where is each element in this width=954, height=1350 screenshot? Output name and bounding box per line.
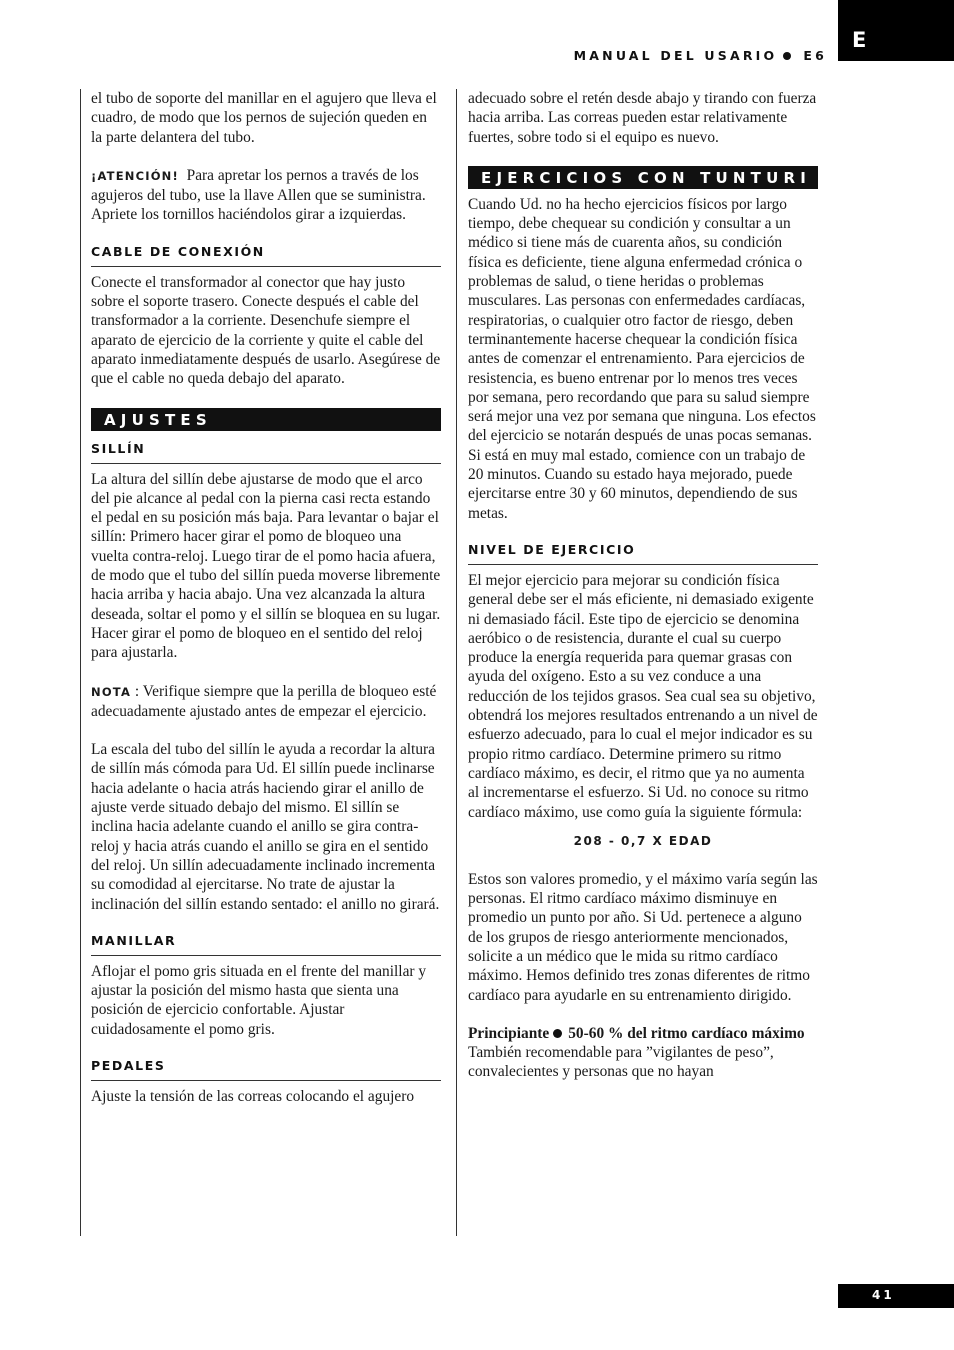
intro-paragraph: el tubo de soporte del manillar en el agujero que lleva el cuadro, de modo que los pernos de sujeción queden en la parte delantera del tubo. (91, 90, 437, 146)
page-number: 41 (838, 1284, 954, 1308)
manual-title: MANUAL DEL USARIO (573, 48, 778, 63)
cable-heading: CABLE DE CONEXIÓN (91, 244, 441, 267)
zone-label: Principiante (468, 1024, 550, 1042)
left-column (91, 89, 441, 1106)
left-column-rule (80, 89, 81, 1236)
nota-paragraph (91, 682, 441, 722)
continuation-paragraph: adecuado sobre el retén desde abajo y tirando con fuerza hacia arriba. Las correas pueden estar relativamente fuertes, sobre todo si el equipo es nuevo. (468, 90, 817, 146)
escala-paragraph: La escala del tubo del sillín le ayuda a recordar la altura de sillín más cómoda para Ud. El sillín puede inclinarse hacia adelante o hacia atrás haciendo girar el anillo de ajuste verde situado debajo del mismo. El sillín se inclina hacia adelante cuando el anillo se gira contra-reloj y hacia atrás cuando el anillo se gira en el sentido del reloj. Un sillín adecuadamente inclinado incrementa su comodidad al ejercitarse. No trate de ajustar la inclinación del sillín estando sentado: el anillo no girará. (91, 741, 440, 913)
zone-title (468, 1024, 818, 1043)
nota-text: : Verifique siempre que la perilla de bloqueo esté adecuadamente ajustado antes de empezar el ejercicio. (91, 682, 437, 720)
section-code: E6 (803, 48, 827, 63)
center-column-rule (456, 89, 457, 1236)
ajustes-heading: AJUSTES (91, 408, 441, 431)
sillin-heading: SILLÍN (91, 441, 441, 464)
attention-text: Para apretar los pernos a través de los agujeros del tubo, use la llave Allen que se suministra. Apriete los tornillos haciéndolos girar a izquierdas. (91, 166, 426, 224)
sillin-paragraph: La altura del sillín debe ajustarse de modo que el arco del pie alcance al pedal con la pierna casi recta estando el pedal en su posición más baja. Para levantar o bajar el sillín: Primero hacer girar el pomo de bloqueo una vuelta contra-reloj. Luego tirar de el pomo hacia afuera, de modo que el tubo del sillín pueda moverse libremente hacia arriba y hacia abajo. Una vez alcanzada la altura deseada, soltar el pomo y el sillín se bloquea en su lugar. Hacer girar el pomo de bloqueo en el sentido del reloj para ajustarla. (91, 470, 441, 662)
manillar-paragraph: Aflojar el pomo gris situada en el frente del manillar y ajustar la posición del mismo hasta que sienta una posición de ejercicio confortable. Ajustar cuidadosamente el pomo gris. (91, 962, 427, 1038)
cable-paragraph: Conecte el transformador al conector que hay justo sobre el soporte trasero. Conecte después el cable del transformador a la corriente. Desenchufe siempre el aparato de ejercicio de la corriente y quite el cable del aparato inmediatamente después de usarlo. Asegúrese de que el cable no queda debajo del aparato. (91, 273, 441, 388)
zone-range: 50-60 % del ritmo cardíaco máximo (568, 1024, 805, 1042)
manillar-heading: MANILLAR (91, 933, 441, 956)
language-tab: E (838, 0, 954, 61)
nivel-heading: NIVEL DE EJERCICIO (468, 542, 818, 565)
attention-paragraph (91, 166, 441, 225)
running-header (574, 48, 827, 63)
nota-label: NOTA (91, 684, 132, 699)
attention-label: ¡ATENCIÓN! (91, 168, 179, 183)
pedales-heading: PEDALES (91, 1058, 441, 1081)
nivel-paragraph: El mejor ejercicio para mejorar su condición física general debe ser el más eficiente, ni demasiado exigente ni demasiado fácil. Este tipo de ejercicio se denomina aeróbico o de resistencia, durante el cual su cuerpo produce la energía requerida para quemar grasas con ayuda del oxígeno. Esto a su vez conduce a una reducción de los tejidos grasos. Sea cual sea su objetivo, obtendrá los mejores resultados entrenando a un nivel de esfuerzo adecuado, para lo cual el mejor indicador es su propio ritmo cardíaco. Determine primero su ritmo cardíaco máximo, es decir, el ritmo que ya no aumenta al incrementarse el esfuerzo. Si Ud. no conoce su ritmo cardíaco máximo, use como guía la siguiente fórmula: (468, 571, 818, 821)
promedio-paragraph: Estos son valores promedio, y el máximo varía según las personas. El ritmo cardíaco máximo disminuye en promedio un punto por año. Si Ud. pertenece a alguno de los grupos de riesgo anteriormente mencionados, solicite a un médico que le mida su ritmo cardíaco máximo. Hemos definido tres zonas diferentes de ritmo cardíaco para ayudarle en su entrenamiento dirigido. (468, 870, 818, 1004)
ejercicios-heading: EJERCICIOS CON TUNTURI (468, 166, 818, 189)
bullet-icon (553, 1029, 562, 1038)
pedales-paragraph: Ajuste la tensión de las correas colocando el agujero (91, 1087, 415, 1105)
ejercicios-paragraph: Cuando Ud. no ha hecho ejercicios físicos por largo tiempo, debe chequear su condición y consultar a un médico si tiene más de cuarenta años, su condición física es deficiente, tiene alguna enfermedad crónica o problemas de salud, o tiene heridas o problemas musculares. Las personas con enfermedades cardíacas, respiratorias, o cualquier otro factor de riesgo, deben terminantemente hacerse chequear la condición física antes de comenzar el entrenamiento. Para ejercicios de resistencia, es bueno entrenar por lo menos tres veces por semana, pero recordando que para su salud siempre será mejor una vez por semana que ninguna. Los efectos del ejercicio se notarán después de unas pocas semanas. Si está en muy mal estado, comience con un trabajo de 20 minutos. Cuando su estado haya mejorado, puede ejercitarse entre 30 y 60 minutos, dependiendo de sus metas. (468, 195, 816, 522)
right-column (468, 89, 818, 1082)
heart-rate-formula: 208 - 0,7 X EDAD (573, 833, 713, 848)
bullet-separator (783, 52, 791, 60)
zone-paragraph: También recomendable para ”vigilantes de peso”, convalecientes y personas que no hayan (468, 1044, 774, 1081)
